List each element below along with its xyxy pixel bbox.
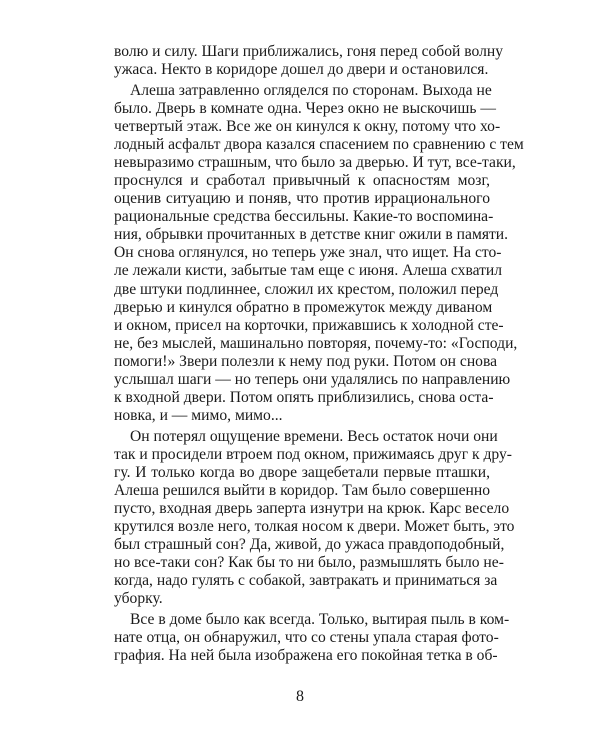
text-line: и окном, присел на корточки, прижавшись к холодной сте- [114,316,504,334]
text-line: так и просидели втроем под окном, прижимаясь друг к дру- [114,445,512,463]
text-line: новка, и — мимо, мимо... [114,407,283,424]
text-line: было. Дверь в комнате одна. Через окно не выскочишь — [114,99,497,117]
text-line: к входной двери. Потом опять приблизились, снова оста- [114,389,494,406]
text-line: не, без мыслей, машинально повторяя, почему-то: «Господи, [114,334,518,352]
text-line: ужаса. Некто в коридоре дошел до двери и остановился. [114,61,489,79]
text-line: Все в доме было как всегда. Только, вытирая пыль в ком- [130,610,510,628]
text-line: волю и силу. Шаги приближались, гоня перед собой волну [114,43,504,60]
text-line: проснулся и сработал привычный к опасностям мозг, [114,172,490,189]
text-line: но все-таки сон? Как бы то ни было, размышлять было не- [114,554,504,572]
text-line: дверью и кинулся обратно в промежуток между диваном [114,298,493,316]
text-line: ле лежали кисти, забытые там еще с июня. Алеша схватил [114,262,503,280]
text-line: Алеша затравленно огляделся по сторонам. Выхода не [130,81,492,99]
text-line: помоги!» Звери полезли к нему под руки. Потом он снова [114,352,498,370]
text-line: Алеша решился выйти в коридор. Там было совершенно [114,481,491,499]
text-line: услышал шаги — но теперь они удалялись по направлению [114,370,511,388]
text-line: когда, надо гулять с собакой, завтракать и приниматься за [114,572,498,590]
text-line: нате отца, он обнаружил, что со стены упала старая фото- [114,628,499,646]
text-line: крутился возле него, толкая носом к двери. Может быть, это [114,518,515,535]
text-line: четвертый этаж. Все же он кинулся к окну, потому что хо- [114,117,501,135]
text-line: графия. На ней была изображена его покойная тетка в об- [114,647,498,664]
text-line: гу. И только когда во дворе защебетали первые пташки, [114,463,490,481]
text-line: лодный асфальт двора казался спасением по сравнению с тем [114,135,524,153]
text-line: ния, обрывки прочитанных в детстве книг ожили в памяти. [114,226,509,244]
text-line: пусто, входная дверь заперта изнутри на крюк. Карс весело [114,499,510,517]
text-line: Он потерял ощущение времени. Весь остаток ночи они [130,427,498,445]
page-number: 8 [296,688,304,705]
text-line: оценив ситуацию и поняв, что против иррационального [114,190,490,208]
text-line: Он снова оглянулся, но теперь уже знал, что ищет. На сто- [114,244,502,262]
text-line: уборку. [114,590,163,608]
text-line: рациональные средства бессильны. Какие-то воспомина- [114,208,494,226]
text-line: был страшный сон? Да, живой, до ужаса правдоподобный, [114,536,505,554]
text-line: невыразимо страшным, что было за дверью. И тут, все-таки, [114,153,516,171]
text-line: две штуки подлиннее, сложил их крестом, положил перед [114,280,499,298]
